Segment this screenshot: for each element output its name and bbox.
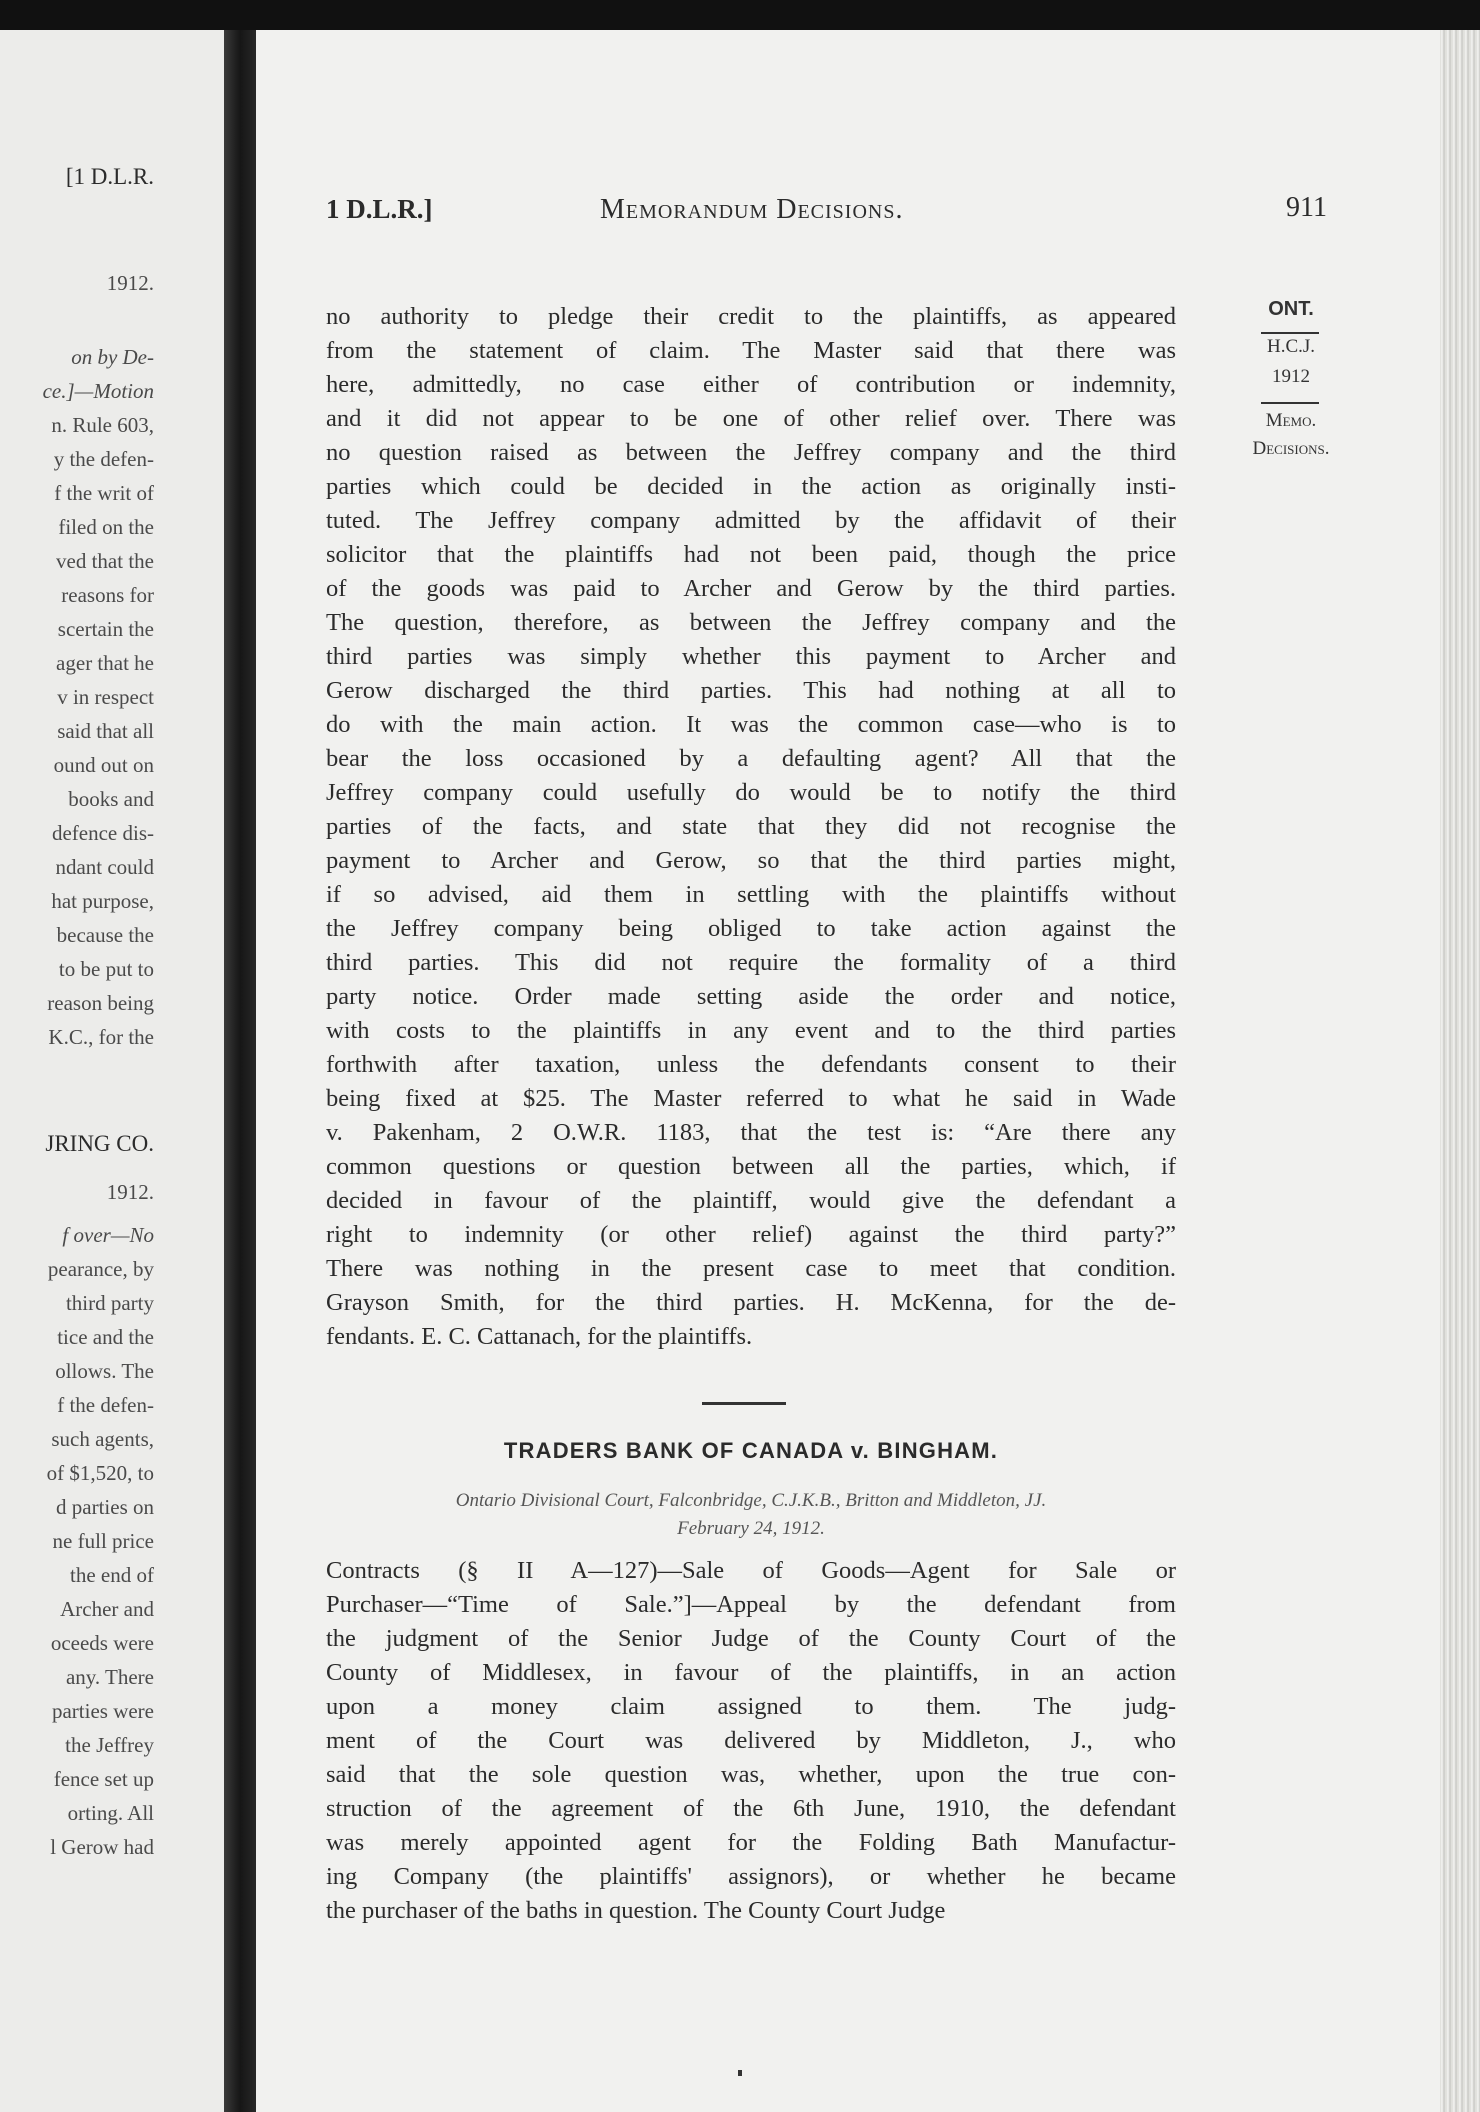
text-line: being fixed at $25. The Master referred to what he said in Wade — [326, 1085, 1176, 1112]
text-line: struction of the agreement of the 6th June, 1910, the defendant — [326, 1795, 1176, 1822]
text-line: from the statement of claim. The Master said that there was — [326, 337, 1176, 364]
facing-page-line: ndant could — [55, 855, 154, 879]
text-line: no question raised as between the Jeffrey company and the third — [326, 439, 1176, 466]
margin-section: Decisions. — [1252, 438, 1330, 459]
facing-page-line: [1 D.L.R. — [65, 164, 154, 189]
margin-section: Memo. — [1265, 410, 1317, 431]
margin-rule — [1261, 402, 1319, 404]
facing-page-line: oceeds were — [50, 1631, 154, 1655]
text-line: third parties was simply whether this payment to Archer and — [326, 643, 1176, 670]
facing-page-line: f the defen- — [57, 1393, 154, 1417]
paragraph-previous-case — [326, 300, 1176, 1354]
facing-page-line: ound out on — [53, 753, 154, 777]
margin-rule — [1261, 332, 1319, 334]
facing-page-line: ne full price — [52, 1529, 154, 1553]
facing-page-line: f over—No — [62, 1223, 154, 1247]
facing-page-line: on by De- — [71, 345, 154, 369]
facing-page-line: JRING CO. — [45, 1131, 154, 1156]
facing-page-line: Archer and — [60, 1597, 154, 1621]
facing-page-line: third party — [65, 1291, 154, 1315]
facing-page-fragment — [0, 30, 232, 2112]
facing-page-line: d parties on — [56, 1495, 154, 1519]
facing-page-line: defence dis- — [51, 821, 154, 845]
court-line: Ontario Divisional Court, Falconbridge, C.J.K.B., Britton and Middleton, JJ. — [455, 1490, 1047, 1511]
text-line: of the goods was paid to Archer and Gerow by the third parties. — [326, 575, 1176, 602]
text-line: the Jeffrey company being obliged to take action against the — [326, 915, 1176, 942]
facing-page-line: the Jeffrey — [65, 1733, 154, 1757]
text-line: fendants. E. C. Cattanach, for the plaintiffs. — [326, 1323, 753, 1350]
text-line: There was nothing in the present case to meet that condition. — [326, 1255, 1176, 1282]
text-line: party notice. Order made setting aside the order and notice, — [326, 983, 1176, 1010]
text-line: the judgment of the Senior Judge of the County Court of the — [326, 1625, 1176, 1652]
text-line: forthwith after taxation, unless the defendants consent to their — [326, 1051, 1176, 1078]
text-line: common questions or question between all the parties, which, if — [326, 1153, 1176, 1180]
facing-page-line: orting. All — [67, 1801, 154, 1825]
facing-page-line: hat purpose, — [51, 889, 154, 913]
text-line: the purchaser of the baths in question. The County Court Judge — [326, 1897, 946, 1924]
facing-page-line: ager that he — [56, 651, 154, 675]
facing-page-line: such agents, — [51, 1427, 154, 1451]
text-line: tuted. The Jeffrey company admitted by the affidavit of their — [326, 507, 1176, 534]
facing-page-line: to be put to — [58, 957, 154, 981]
text-line: Gerow discharged the third parties. This had nothing at all to — [326, 677, 1176, 704]
facing-page-line: ollows. The — [55, 1359, 154, 1383]
text-line: ment of the Court was delivered by Middleton, J., who — [326, 1727, 1176, 1754]
text-line: parties which could be decided in the action as originally insti- — [326, 473, 1176, 500]
facing-page-line: y the defen- — [53, 447, 154, 471]
facing-page-line: v in respect — [57, 685, 154, 709]
text-line: v. Pakenham, 2 O.W.R. 1183, that the test is: “Are there any — [326, 1119, 1176, 1146]
facing-page-line: ce.]—Motion — [42, 379, 154, 403]
facing-page-line: f the writ of — [54, 481, 154, 505]
facing-page-line: l Gerow had — [50, 1835, 154, 1859]
margin-year: 1912 — [1272, 366, 1310, 387]
facing-page-line: of $1,520, to — [46, 1461, 154, 1485]
facing-page-line: the end of — [70, 1563, 154, 1587]
page-edges — [1440, 30, 1480, 2112]
book-gutter — [224, 30, 260, 2112]
case-title: TRADERS BANK OF CANADA v. BINGHAM. — [503, 1438, 999, 1463]
text-line: do with the main action. It was the common case—who is to — [326, 711, 1176, 738]
page-speck — [738, 2070, 742, 2076]
text-line: said that the sole question was, whether, upon the true con- — [326, 1761, 1176, 1788]
facing-page-line: parties were — [51, 1699, 154, 1723]
text-line: no authority to pledge their credit to the plaintiffs, as appeared — [326, 303, 1176, 330]
text-line: upon a money claim assigned to them. The judg- — [326, 1693, 1176, 1720]
text-line: Grayson Smith, for the third parties. H. McKenna, for the de- — [326, 1289, 1176, 1316]
text-line: and it did not appear to be one of other relief over. There was — [326, 405, 1176, 432]
facing-page-line: 1912. — [106, 271, 154, 295]
facing-page-line: ved that the — [56, 549, 154, 573]
court-date: February 24, 1912. — [677, 1518, 825, 1539]
paragraph-case-summary — [326, 1554, 1176, 1928]
text-line: The question, therefore, as between the Jeffrey company and the — [326, 609, 1176, 636]
text-line: here, admittedly, no case either of contribution or indemnity, — [326, 371, 1176, 398]
facing-page-line: pearance, by — [47, 1257, 154, 1281]
document-page — [256, 30, 1442, 2112]
text-line: third parties. This did not require the formality of a third — [326, 949, 1176, 976]
margin-court: H.C.J. — [1266, 336, 1316, 357]
text-line: ing Company (the plaintiffs' assignors), or whether he became — [326, 1863, 1176, 1890]
page-number: 911 — [1286, 192, 1327, 223]
text-line: Jeffrey company could usefully do would be to notify the third — [326, 779, 1176, 806]
margin-province: ONT. — [1268, 298, 1314, 320]
text-line: Contracts (§ II A—127)—Sale of Goods—Agent for Sale or — [326, 1557, 1176, 1584]
text-line: with costs to the plaintiffs in any event and to the third parties — [326, 1017, 1176, 1044]
text-line: solicitor that the plaintiffs had not been paid, though the price — [326, 541, 1176, 568]
facing-page-line: reason being — [47, 991, 154, 1015]
text-line: decided in favour of the plaintiff, would give the defendant a — [326, 1187, 1176, 1214]
facing-page-line: fence set up — [53, 1767, 154, 1791]
text-line: right to indemnity (or other relief) against the third party?” — [326, 1221, 1176, 1248]
section-separator — [702, 1402, 786, 1405]
facing-page-line: tice and the — [57, 1325, 154, 1349]
text-line: payment to Archer and Gerow, so that the third parties might, — [326, 847, 1176, 874]
facing-page-line: scertain the — [57, 617, 154, 641]
text-line: Purchaser—“Time of Sale.”]—Appeal by the defendant from — [326, 1591, 1176, 1618]
volume-reference: 1 D.L.R.] — [326, 194, 433, 224]
facing-page-line: books and — [68, 787, 154, 811]
facing-page-line: n. Rule 603, — [51, 413, 154, 437]
scan-top-border — [0, 0, 1480, 30]
text-line: County of Middlesex, in favour of the plaintiffs, in an action — [326, 1659, 1176, 1686]
text-line: bear the loss occasioned by a defaulting agent? All that the — [326, 745, 1176, 772]
text-line: was merely appointed agent for the Folding Bath Manufactur- — [326, 1829, 1176, 1856]
facing-page-line: 1912. — [106, 1180, 154, 1204]
running-title: Memorandum Decisions. — [600, 194, 904, 225]
facing-page-line: any. There — [65, 1665, 154, 1689]
text-line: parties of the facts, and state that they did not recognise the — [326, 813, 1176, 840]
facing-page-line: K.C., for the — [48, 1025, 154, 1049]
text-line: if so advised, aid them in settling with the plaintiffs without — [326, 881, 1176, 908]
facing-page-line: reasons for — [61, 583, 154, 607]
facing-page-line: filed on the — [58, 515, 154, 539]
facing-page-line: because the — [56, 923, 154, 947]
facing-page-line: said that all — [57, 719, 154, 743]
